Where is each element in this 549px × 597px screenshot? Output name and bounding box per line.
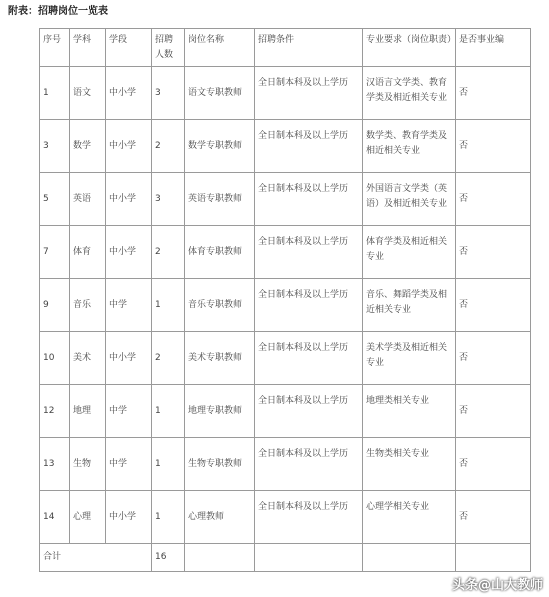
cell-stage: 中学 [106,279,152,332]
cell-establishment: 否 [456,120,531,173]
cell-subject: 心理 [70,491,106,544]
cell-stage: 中小学 [106,67,152,120]
cell-condition: 全日制本科及以上学历 [255,173,363,226]
cell-no: 14 [40,491,70,544]
cell-condition: 全日制本科及以上学历 [255,438,363,491]
cell-condition: 全日制本科及以上学历 [255,332,363,385]
table-header-row [40,29,531,67]
header-major: 专业要求（岗位职责） [363,29,456,67]
cell-position: 心理教师 [185,491,255,544]
cell-major: 生物类相关专业 [363,438,456,491]
cell-no: 1 [40,67,70,120]
header-subject: 学科 [70,29,106,67]
cell-condition: 全日制本科及以上学历 [255,67,363,120]
cell-position: 体育专职教师 [185,226,255,279]
cell-major: 音乐、舞蹈学类及相近相关专业 [363,279,456,332]
cell-condition: 全日制本科及以上学历 [255,226,363,279]
cell-no: 5 [40,173,70,226]
empty-cell [363,544,456,572]
document-caption: 附表：招聘岗位一览表 [8,6,108,17]
cell-stage: 中小学 [106,491,152,544]
cell-major: 外国语言文学类（英语）及相近相关专业 [363,173,456,226]
cell-condition: 全日制本科及以上学历 [255,279,363,332]
cell-establishment: 否 [456,226,531,279]
cell-major: 地理类相关专业 [363,385,456,438]
cell-subject: 美术 [70,332,106,385]
cell-no: 12 [40,385,70,438]
cell-count: 2 [152,332,185,385]
cell-establishment: 否 [456,332,531,385]
cell-stage: 中学 [106,438,152,491]
cell-stage: 中小学 [106,226,152,279]
header-no: 序号 [40,29,70,67]
cell-establishment: 否 [456,385,531,438]
cell-no: 13 [40,438,70,491]
cell-count: 1 [152,438,185,491]
cell-position: 音乐专职教师 [185,279,255,332]
cell-major: 心理学相关专业 [363,491,456,544]
watermark: 头条@山大教师 [451,578,543,593]
cell-no: 9 [40,279,70,332]
cell-position: 美术专职教师 [185,332,255,385]
cell-establishment: 否 [456,491,531,544]
cell-subject: 语文 [70,67,106,120]
cell-major: 汉语言文学类、教育学类及相近相关专业 [363,67,456,120]
cell-establishment: 否 [456,438,531,491]
cell-stage: 中小学 [106,173,152,226]
cell-establishment: 否 [456,173,531,226]
cell-subject: 体育 [70,226,106,279]
cell-no: 7 [40,226,70,279]
cell-condition: 全日制本科及以上学历 [255,491,363,544]
empty-cell [185,544,255,572]
cell-stage: 中小学 [106,332,152,385]
cell-count: 1 [152,279,185,332]
cell-count: 1 [152,491,185,544]
cell-count: 2 [152,120,185,173]
cell-condition: 全日制本科及以上学历 [255,120,363,173]
header-condition: 招聘条件 [255,29,363,67]
cell-count: 2 [152,226,185,279]
cell-no: 10 [40,332,70,385]
table-row [40,120,531,173]
header-establishment: 是否事业编 [456,29,531,67]
cell-position: 生物专职教师 [185,438,255,491]
total-count: 16 [152,544,185,572]
cell-major: 数学类、教育学类及相近相关专业 [363,120,456,173]
recruitment-table [39,28,531,572]
total-label: 合计 [40,544,152,572]
cell-no: 3 [40,120,70,173]
cell-stage: 中小学 [106,120,152,173]
table-row [40,173,531,226]
cell-major: 美术学类及相近相关专业 [363,332,456,385]
table-row [40,438,531,491]
cell-position: 数学专职教师 [185,120,255,173]
table-row [40,226,531,279]
cell-count: 3 [152,173,185,226]
table-row [40,332,531,385]
cell-subject: 数学 [70,120,106,173]
empty-cell [255,544,363,572]
cell-position: 语文专职教师 [185,67,255,120]
cell-subject: 英语 [70,173,106,226]
table-row [40,385,531,438]
cell-subject: 音乐 [70,279,106,332]
table-row [40,279,531,332]
cell-count: 1 [152,385,185,438]
cell-position: 地理专职教师 [185,385,255,438]
table-total-row [40,544,531,572]
cell-condition: 全日制本科及以上学历 [255,385,363,438]
cell-position: 英语专职教师 [185,173,255,226]
empty-cell [456,544,531,572]
table-row [40,67,531,120]
table-row [40,491,531,544]
cell-count: 3 [152,67,185,120]
cell-establishment: 否 [456,67,531,120]
cell-major: 体育学类及相近相关专业 [363,226,456,279]
cell-subject: 地理 [70,385,106,438]
header-stage: 学段 [106,29,152,67]
cell-stage: 中学 [106,385,152,438]
cell-subject: 生物 [70,438,106,491]
header-position: 岗位名称 [185,29,255,67]
header-count: 招聘人数 [152,29,185,67]
cell-establishment: 否 [456,279,531,332]
